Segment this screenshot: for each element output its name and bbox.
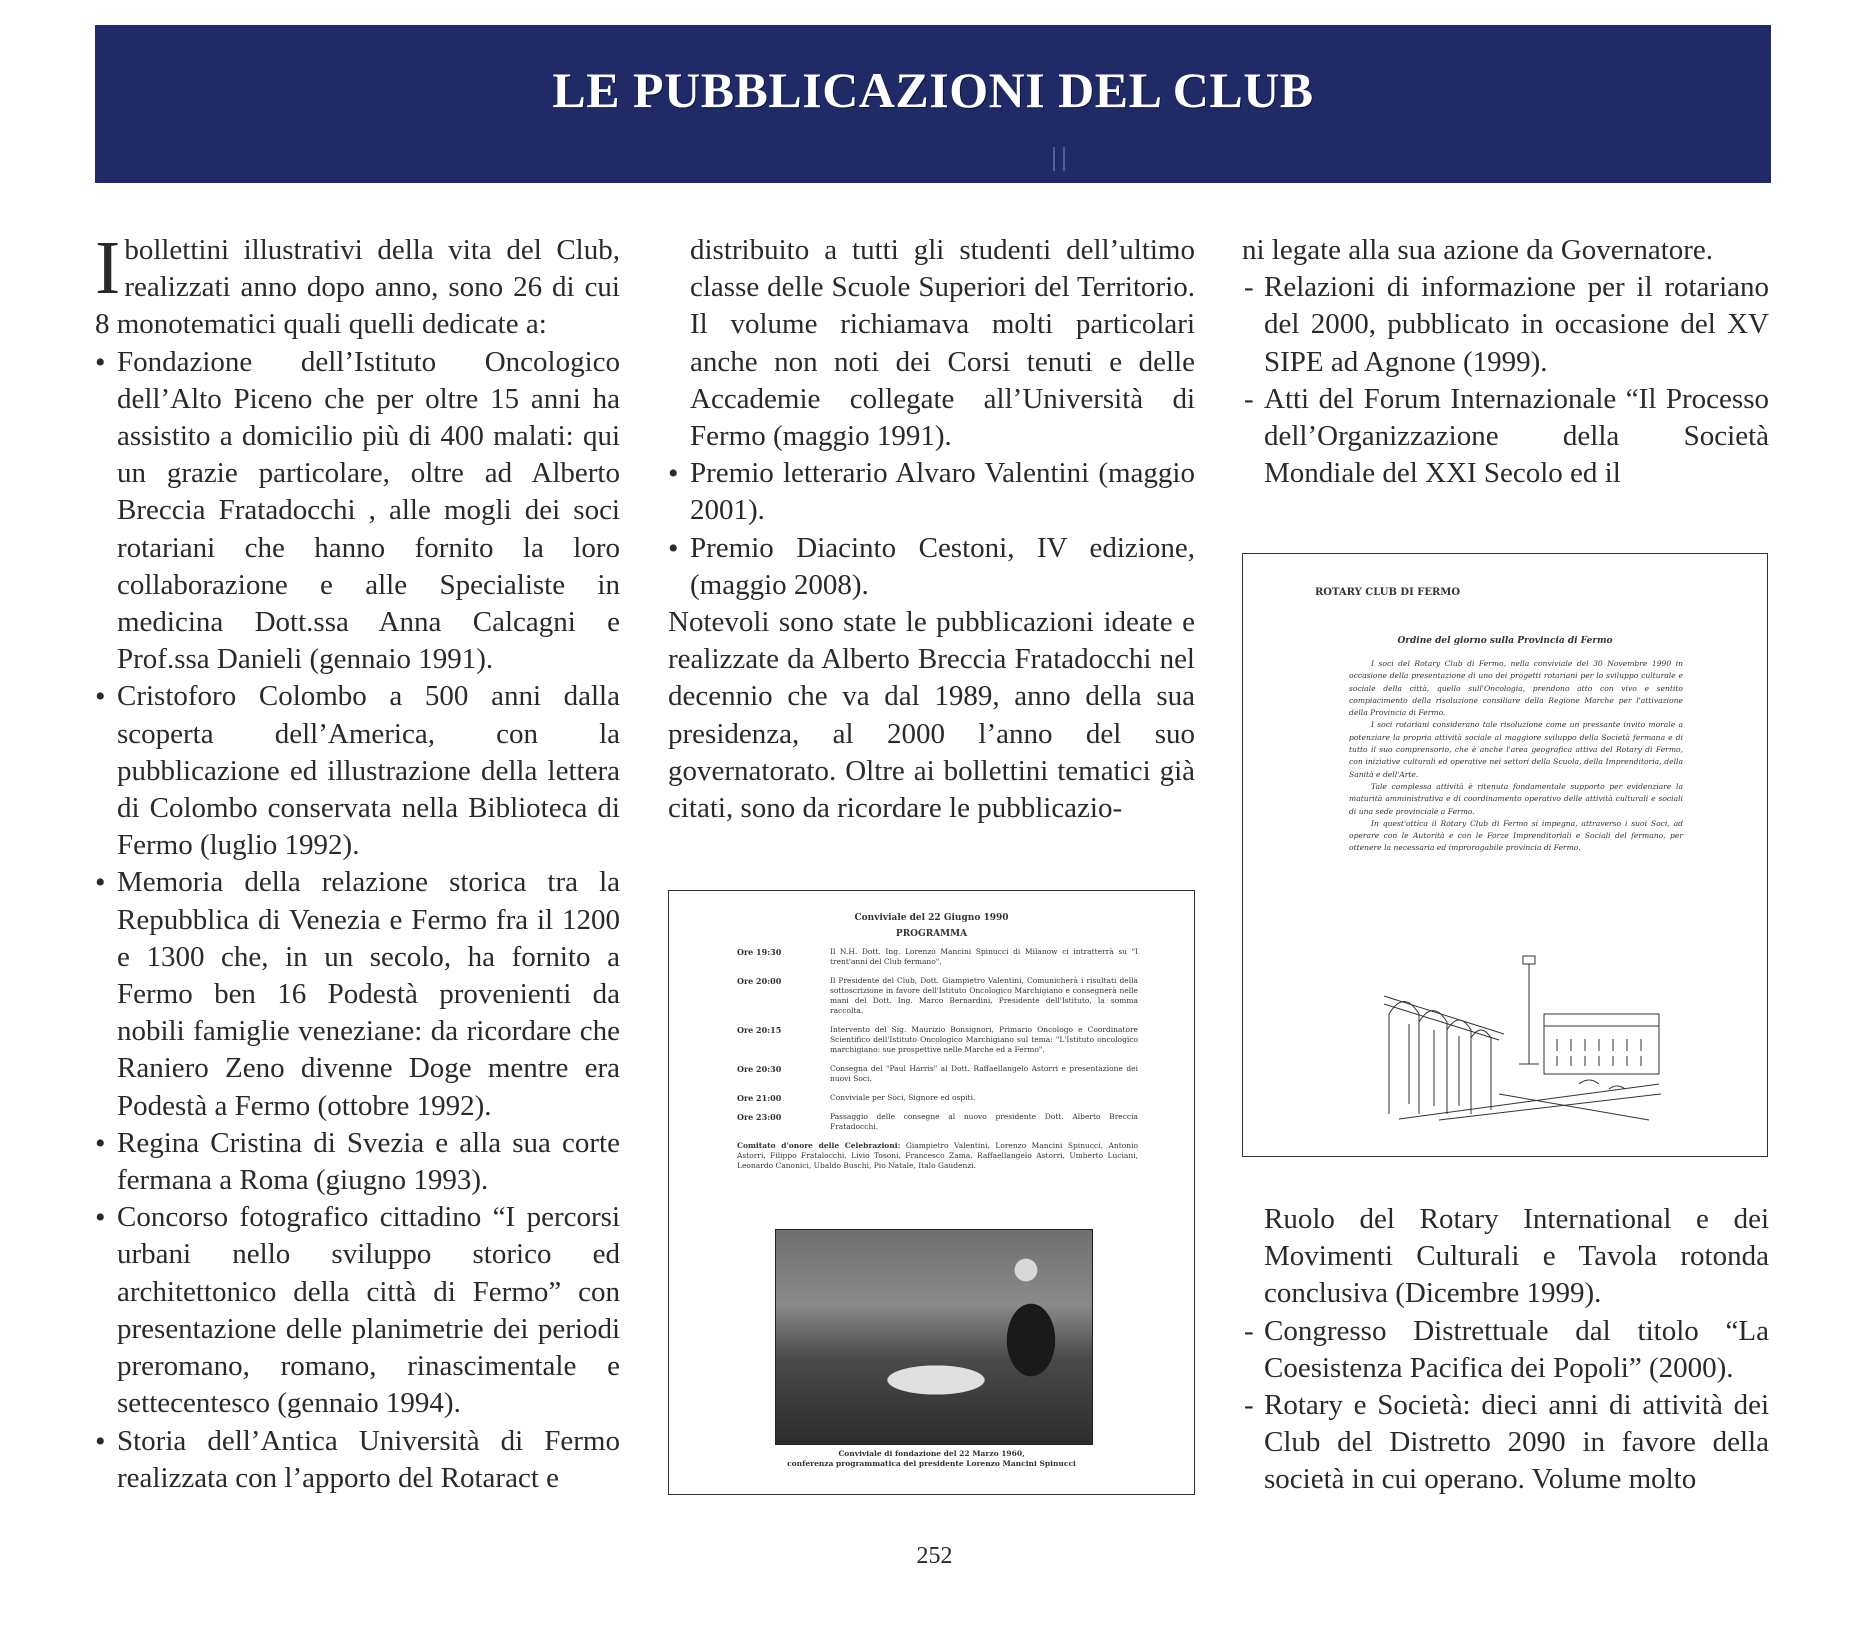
figure-paragraph: Tale complessa attività è ritenuta fondamentale supporto per evidenziare la maturità amministrativa e di coordinamento operativo delle attività culturali e sociali di una sede provinciale a Fermo. bbox=[1349, 781, 1683, 816]
figure-subtitle: PROGRAMMA bbox=[895, 929, 968, 939]
list-item: • Premio Diacinto Cestoni, IV edizione, (maggio 2008). bbox=[668, 530, 1195, 604]
caption-line: conferenza programmatica del presidente Lorenzo Mancini Spinucci bbox=[787, 1459, 1076, 1468]
program-text: Intervento del Sig. Maurizio Bonsignori, Primario Oncologo e Coordinatore Scientifico dell'Istituto Oncologico Marchigiano sul tema: "L'Istituto oncologico marchigiano: sue prospettive nelle Marche ed a Fermo". bbox=[830, 1025, 1138, 1054]
program-time: Ore 21:00 bbox=[737, 1093, 782, 1103]
program-text: Conviviale per Soci, Signore ed ospiti. bbox=[830, 1093, 976, 1102]
list-item: • Concorso fotografico cittadino “I percorsi urbani nello sviluppo storico ed architettonico della città di Fermo” con presentazione delle planimetrie dei periodi preromano, romano, rinascimentale e settecentesco (gennaio 1994). bbox=[95, 1199, 620, 1422]
list-item: - Relazioni di informazione per il rotariano del 2000, pubblicato in occasione del XV SIPE ad Agnone (1999). bbox=[1242, 269, 1769, 381]
program-row bbox=[737, 1064, 1138, 1084]
list-item: - Congresso Distrettuale dal titolo “La Coesistenza Pacifica dei Popoli” (2000). bbox=[1242, 1313, 1769, 1387]
column-1 bbox=[95, 226, 620, 1497]
program-time: Ore 23:00 bbox=[737, 1112, 782, 1122]
piazza-sketch bbox=[1379, 944, 1665, 1122]
column-3 bbox=[1242, 232, 1769, 492]
continuation-text: distribuito a tutti gli studenti dell’ultimo classe delle Scuole Superiori del Territorio. Il volume richiamava molti particolari anche non noti dei Corsi tenuti e delle Accademie collegate all’Università di Fermo (maggio 1991). bbox=[690, 234, 1195, 453]
page-title: LE PUBBLICAZIONI DEL CLUB bbox=[552, 62, 1314, 118]
list-item: - Rotary e Società: dieci anni di attività dei Club del Distretto 2090 in favore della società in cui operano. Volume molto bbox=[1242, 1387, 1769, 1499]
figure-title: Ordine del giorno sulla Provincia di Fermo bbox=[1397, 636, 1613, 646]
page-number: 252 bbox=[916, 1543, 953, 1569]
program-list bbox=[737, 947, 1138, 1132]
list-item: • Fondazione dell’Istituto Oncologico dell’Alto Piceno che per oltre 15 anni ha assistito a domicilio più di 400 malati: qui un grazie particolare, oltre ad Alberto Breccia Fratadocchi , alle mogli dei soci rotariani che hanno fornito la loro collaborazione e alle Specialiste in medicina Dott.ssa Anna Calcagni e Prof.ssa Danieli (gennaio 1991). bbox=[95, 344, 620, 679]
program-row bbox=[737, 947, 1138, 967]
program-time: Ore 19:30 bbox=[737, 947, 782, 957]
dash-list bbox=[1242, 1313, 1769, 1499]
program-time: Ore 20:30 bbox=[737, 1064, 782, 1074]
committee-names: Giampietro Valentini, Lorenzo Mancini Spinucci, Antonio Astorri, Filippo Fratalocchi, Livio Tosoni, Francesco Zama, Raffaellangelo Astorri, Umberto Luciani, Leonardo Canonici, Ubaldo Buschi, Pio Natale, Italo Gaudenzi. bbox=[737, 1141, 1138, 1170]
club-name: ROTARY CLUB DI FERMO bbox=[1315, 587, 1461, 598]
bullet-list bbox=[668, 455, 1195, 604]
program-text: Il N.H. Dott. Ing. Lorenzo Mancini Spinucci di Milanow ci intratterrà su "I trent'anni del Club fermano". bbox=[830, 947, 1138, 966]
dash-list bbox=[1242, 269, 1769, 492]
committee-text bbox=[737, 1141, 1138, 1171]
program-text: Passaggio delle consegne al nuovo presidente Dott. Alberto Breccia Fratadocchi. bbox=[830, 1112, 1138, 1131]
program-row bbox=[737, 1093, 1138, 1103]
column-2 bbox=[668, 232, 1195, 827]
bullet-list bbox=[95, 344, 620, 1497]
list-item: • Premio letterario Alvaro Valentini (maggio 2001). bbox=[668, 455, 1195, 529]
list-item: • Memoria della relazione storica tra la Repubblica di Venezia e Fermo fra il 1200 e 1300 che, in un secolo, ha fornito a Fermo ben 16 Podestà provenienti da nobili famiglie veneziane: da ricordare che Raniero Zeno divenne Doge mentre era Podestà a Fermo (ottobre 1992). bbox=[95, 864, 620, 1124]
figure-paragraph: In quest'ottica il Rotary Club di Fermo si impegna, attraverso i suoi Soci, ad operare con le Autorità e con le Forze Imprenditoriali e Sociali del fermano, per ottenere la necessaria ed improrogabile provincia di Fermo. bbox=[1349, 818, 1683, 853]
figure-body bbox=[1349, 658, 1683, 855]
figure-programma bbox=[668, 890, 1195, 1495]
caption-line: Conviviale di fondazione del 22 Marzo 1960, bbox=[838, 1449, 1025, 1458]
dinner-photo bbox=[775, 1229, 1093, 1445]
figure-ordine-del-giorno bbox=[1242, 553, 1768, 1157]
committee-label: Comitato d'onore delle Celebrazioni: bbox=[737, 1141, 901, 1150]
list-item: • Regina Cristina di Svezia e alla sua corte fermana a Roma (giugno 1993). bbox=[95, 1125, 620, 1199]
photo-caption bbox=[669, 1449, 1194, 1469]
drop-cap: I bbox=[95, 226, 121, 310]
program-time: Ore 20:00 bbox=[737, 976, 782, 986]
list-item: • Cristoforo Colombo a 500 anni dalla scoperta dell’America, con la pubblicazione ed illustrazione della lettera di Colombo conservata nella Biblioteca di Fermo (luglio 1992). bbox=[95, 678, 620, 864]
page-header bbox=[95, 25, 1771, 183]
continuation-text: ni legate alla sua azione da Governatore. bbox=[1242, 234, 1714, 266]
program-text: Il Presidente del Club, Dott. Giampietro Valentini, Comunicherà i risultati della sottoscrizione in favore dell'Istituto Oncologico Marchigiano e consegnerà nelle mani del Dott. Ing. Marco Bernardini, Presidente dell'Istituto, la somma raccolta. bbox=[830, 976, 1138, 1015]
list-item: - Atti del Forum Internazionale “Il Processo dell’Organizzazione della Società Mondiale del XXI Secolo ed il bbox=[1242, 381, 1769, 493]
ornament-icon bbox=[1053, 147, 1065, 171]
program-row bbox=[737, 1025, 1138, 1055]
intro-text: bollettini illustrativi della vita del Club, realizzati anno dopo anno, sono 26 di cui 8 monotematici quali quelli dedicate a: bbox=[95, 234, 620, 341]
figure-title: Conviviale del 22 Giugno 1990 bbox=[854, 913, 1009, 923]
figure-paragraph: I soci del Rotary Club di Fermo, nella conviviale del 30 Novembre 1990 in occasione della presentazione di uno dei progetti rotariani per lo sviluppo culturale e sociale della città, quello sull'Oncologia, prendono atto con vivo e sentito compiacimento della risoluzione consiliare della Regione Marche per l'attivazione della Provincia di Fermo. bbox=[1349, 659, 1683, 718]
intro-paragraph bbox=[95, 226, 620, 344]
column-3-bottom bbox=[1242, 1201, 1769, 1499]
program-row bbox=[737, 976, 1138, 1016]
continuation-text: Ruolo del Rotary International e dei Movimenti Culturali e Tavola rotonda conclusiva (Dicembre 1999). bbox=[1264, 1203, 1769, 1310]
body-paragraph: Notevoli sono state le pubblicazioni ideate e realizzate da Alberto Breccia Fratadocchi nel decennio che va dal 1989, anno della sua presidenza, al 2000 l’anno del suo governatorato. Oltre ai bollettini tematici già citati, sono da ricordare le pubblicazio- bbox=[668, 606, 1195, 825]
program-row bbox=[737, 1112, 1138, 1132]
program-text: Consegna del "Paul Harris" al Dott. Raffaellangelo Astorri e presentazione dei nuovi Soci. bbox=[830, 1064, 1138, 1083]
list-item: • Storia dell’Antica Università di Fermo realizzata con l’apporto del Rotaract e bbox=[95, 1423, 620, 1497]
figure-paragraph: I soci rotariani considerano tale risoluzione come un pressante invito morale a potenziare la propria attività sociale al maggiore sviluppo della Società fermana e di tutto il suo comprensorio, che è anche l'area geografica attiva del Rotary di Fermo, con iniziative culturali ed operative nei settori della Scuola, della Imprenditoria, della Sanità e dell'Arte. bbox=[1349, 720, 1683, 779]
program-time: Ore 20:15 bbox=[737, 1025, 782, 1035]
